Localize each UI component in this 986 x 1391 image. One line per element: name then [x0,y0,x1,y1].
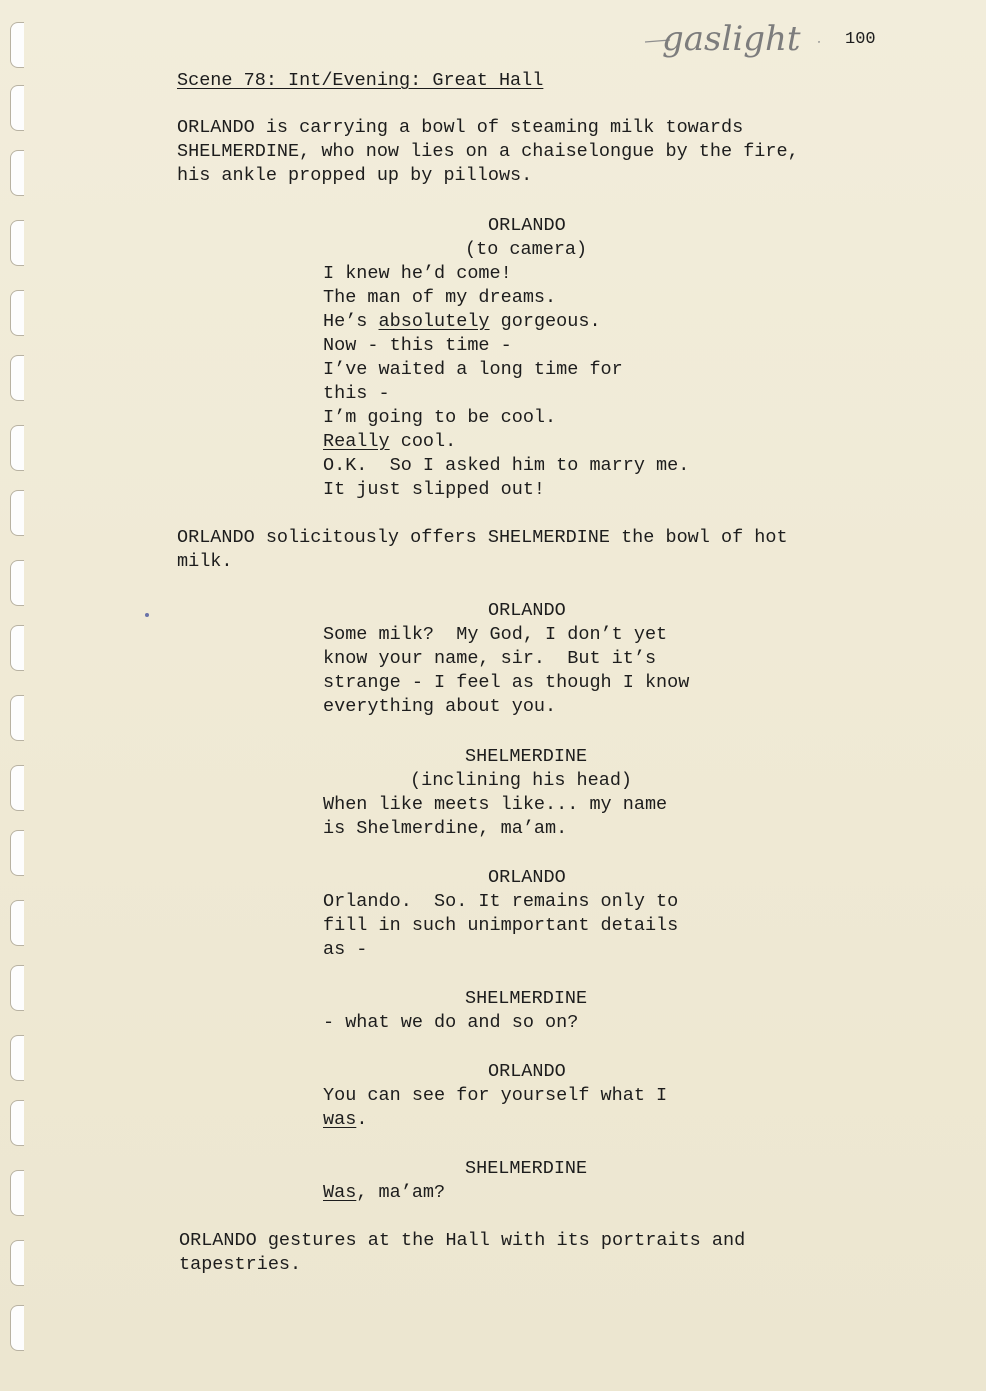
character-name: SHELMERDINE [465,746,588,767]
dialogue-line: as - [323,939,368,960]
dialogue-line: know your name, sir. But it’s [323,648,657,669]
binding-hole [10,900,24,946]
emphasis-text: Really [323,431,390,452]
binding-hole [10,560,24,606]
dialogue-line: - what we do and so on? [323,1012,579,1033]
dialogue-line: I knew he’d come! [323,263,512,284]
dialogue-line [323,1181,445,1205]
dialogue-line: The man of my dreams. [323,287,557,308]
action-line: his ankle propped up by pillows. [177,165,533,186]
binding-hole [10,1035,24,1081]
dialogue-line: strange - I feel as though I know [323,672,690,693]
dialogue-line [323,1108,367,1132]
dialogue-line: everything about you. [323,696,557,717]
dialogue-line: When like meets like... my name [323,794,668,815]
dialogue-line: I’m going to be cool. [323,407,557,428]
dialogue-line: It just slipped out! [323,479,546,500]
binding-hole [10,220,24,266]
action-line: tapestries. [179,1254,302,1275]
emphasis-text: Was [323,1182,357,1203]
dialogue-text: , ma’am? [356,1182,446,1203]
binding-hole [10,1305,24,1351]
ink-speck [145,613,149,617]
dialogue-line: Orlando. So. It remains only to [323,891,679,912]
character-name: SHELMERDINE [465,988,588,1009]
binding-hole [10,1170,24,1216]
dialogue-text: . [356,1109,368,1130]
dialogue-line: is Shelmerdine, ma’am. [323,818,568,839]
binding-holes [10,0,40,1391]
dialogue-line: fill in such unimportant details [323,915,679,936]
parenthetical: (to camera) [465,239,588,260]
action-line: milk. [177,551,233,572]
binding-hole [10,490,24,536]
dialogue-text: gorgeous. [489,311,601,332]
binding-hole [10,625,24,671]
binding-hole [10,1100,24,1146]
dialogue-line [323,430,456,454]
binding-hole [10,85,24,131]
binding-hole [10,290,24,336]
dialogue-text: cool. [389,431,457,452]
action-line: ORLANDO solicitously offers SHELMERDINE the bowl of hot [177,527,788,548]
character-name: ORLANDO [488,1061,566,1082]
handwritten-annotation [640,10,820,80]
character-name: SHELMERDINE [465,1158,588,1179]
dialogue-line: Some milk? My God, I don’t yet [323,624,668,645]
dialogue-line: this - [323,383,390,404]
binding-hole [10,355,24,401]
emphasis-text: was [323,1109,357,1130]
emphasis-text: absolutely [378,311,490,332]
binding-hole [10,425,24,471]
dialogue-line: I’ve waited a long time for [323,359,623,380]
binding-hole [10,22,24,68]
dialogue-text: He’s [323,311,379,332]
binding-hole [10,830,24,876]
parenthetical: (inclining his head) [410,770,633,791]
dialogue-line: Now - this time - [323,335,512,356]
binding-hole [10,695,24,741]
binding-hole [10,150,24,196]
binding-hole [10,965,24,1011]
binding-hole [10,1240,24,1286]
binding-hole [10,765,24,811]
scene-heading: Scene 78: Int/Evening: Great Hall [177,70,544,91]
character-name: ORLANDO [488,215,566,236]
action-line: ORLANDO gestures at the Hall with its portraits and [179,1230,746,1251]
character-name: ORLANDO [488,867,566,888]
dialogue-line [323,310,601,334]
action-line: SHELMERDINE, who now lies on a chaiselongue by the fire, [177,141,799,162]
annotation-text: gaslight [662,19,801,59]
action-line: ORLANDO is carrying a bowl of steaming milk towards [177,117,744,138]
dialogue-line: O.K. So I asked him to marry me. [323,455,690,476]
character-name: ORLANDO [488,600,566,621]
page-number: 100 [845,30,876,49]
dialogue-line: You can see for yourself what I [323,1085,668,1106]
